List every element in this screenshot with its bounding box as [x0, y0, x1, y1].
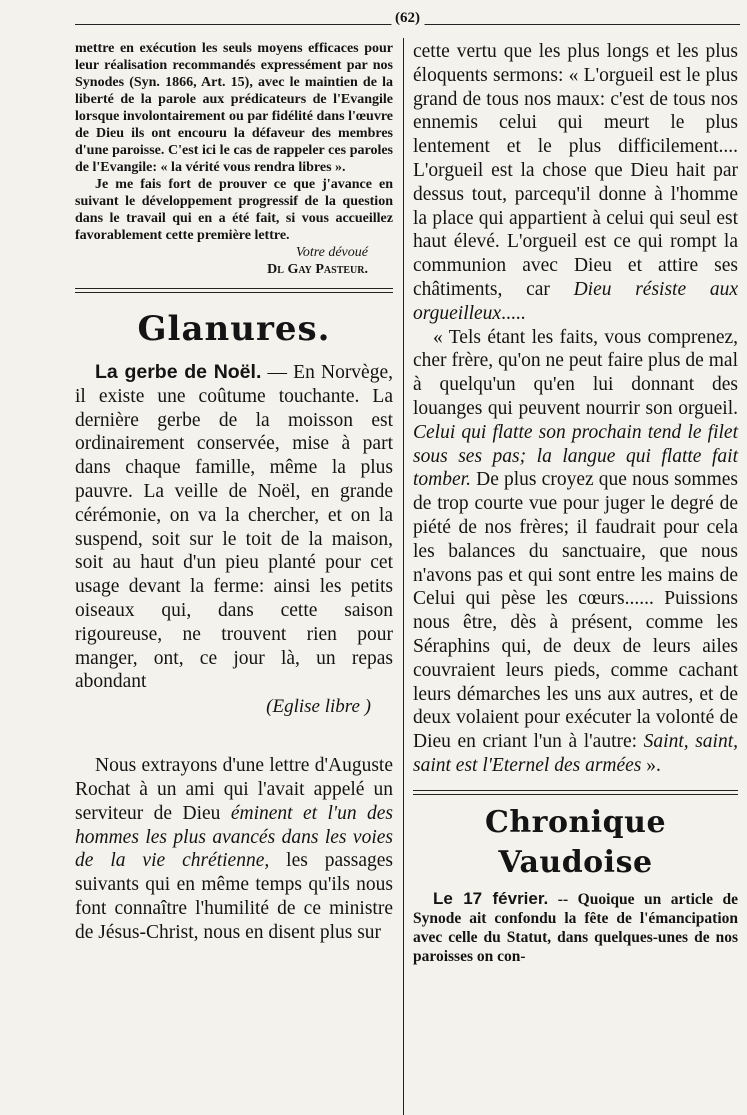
- chronique-paragraph: [413, 889, 738, 966]
- spacer: [75, 720, 393, 754]
- chronique-text: -- Quoique un article de Synode ait confondu la fête de l'émancipation avec celle du Statut, dans quelques-unes de nos paroisses on con-: [413, 890, 738, 965]
- quote-2-italic: Celui qui flatte son prochain tend le filet sous ses pas; la langue qui flatte fait tomber.: [413, 421, 738, 491]
- quote-1-italic: Dieu résiste aux orgueilleux: [413, 278, 738, 324]
- section-separator-right: [413, 790, 738, 795]
- item-gerbe-de-noel: [75, 361, 393, 694]
- letter-paragraph: mettre en exécution les seuls moyens efficaces pour leur réalisation recommandés expressément par nos Synodes (Syn. 1866, Art. 15), avec le maintien de la liberté de la parole aux prédicateurs de l'Evangile lorsque involontairement ou par fidélité dans l'œuvre de Dieu ils ont encouru la défaveur des membres d'une paroisse. C'est ici le cas de rappeler ces paroles de l'Evangile: « la vérité vous rendra libres ».: [75, 41, 393, 175]
- rochat-italic: éminent et l'un des hommes les plus avancés dans les voies de la vie chrétienne,: [75, 802, 393, 872]
- quote-1-text: cette vertu que les plus longs et les plus éloquents sermons: « L'orgueil est le plus grand de tous nos maux: c'est de tous nos ennemis celui qui meurt le plus lentement et le plus difficilement.... L'orgueil est la chose que Dieu hait par dessus tout, parcequ'il donne à l'homme la place qui appartient à celui qui seul est haut élevé. L'orgueil est ce qui rompt la communion avec Dieu et attire ses châtiments, car: [413, 41, 738, 300]
- section-separator: [75, 288, 393, 293]
- section-title-glanures: Glanures.: [137, 309, 331, 349]
- quote-2-end: ».: [641, 754, 661, 776]
- right-column: [413, 40, 738, 966]
- chronique-date: Le 17 février.: [433, 888, 549, 908]
- quote-paragraph-2: [413, 326, 738, 778]
- signature-name: [75, 261, 393, 278]
- signature-name-text: Dl Gay Pasteur.: [267, 262, 368, 277]
- quote-2-italic-2: Saint, saint, saint est l'Eternel des armées: [413, 731, 739, 776]
- item-text: — En Norvège, il existe une coûtume touchante. La dernière gerbe de la moisson est ordinairement conservée, mise à part dans chaque famille, même la plus pauvre. La veille de Noël, en grande cérémonie, on va la chercher, et on la suspend, soit sur le toit de la maison, soit au haut d'un pieu planté pour cet usage devant la ferme: ainsi les petits oiseaux qui, dans cette saison rigoureuse, ne trouvent rien pour manger, ont, ce jour là, un repas abondant: [75, 362, 393, 693]
- item-source: (Eglise libre ): [266, 696, 371, 718]
- quote-paragraph-1: [413, 40, 738, 326]
- letter-paragraph-2: Je me fais fort de prouver ce que j'avance en suivant le développement progressif de la question dans le travail qui en a été fait, si vous accueillez favorablement cette première lettre.: [75, 177, 393, 243]
- rochat-paragraph: [75, 754, 393, 944]
- rochat-text-2: les passages suivants qui en même temps qu'ils nous font connaître l'humilité de ce ministre de Jésus-Christ, nous en disent plus sur: [75, 850, 393, 943]
- quote-1-end: .....: [501, 302, 526, 324]
- section-title-chronique: Chronique Vaudoise: [484, 804, 667, 880]
- signature-closing: Votre dévoué: [295, 245, 368, 260]
- page-header: [75, 10, 740, 32]
- column-divider: [403, 38, 404, 1115]
- quote-2-text: « Tels étant les faits, vous comprenez, cher frère, qu'on ne peut faire plus de mal à quelqu'un qu'en lui donnant des louanges qui peuvent nourrir son orgueil.: [413, 326, 738, 419]
- rochat-text-1: Nous extrayons d'une lettre d'Auguste Rochat à un ami qui l'avait appelé un serviteur de Dieu: [75, 755, 393, 824]
- page-number: (62): [391, 10, 424, 27]
- quote-2-text-b: De plus croyez que nous sommes de trop courte vue pour juger le degré de piété de nos frères; il faudrait pour cela les balances du sanctuaire, que nous n'avons pas et qui sont entre les mains de Celui qui pèse les cœurs...... Puissions nous être, dès à présent, comme les Séraphins qui, de deux de leurs ailes couvraient leurs pieds, comme cachant leurs démarches les uns aux autres, et de deux volaient pour exécuter la volonté de Dieu en criant l'un à l'autre:: [413, 469, 738, 753]
- item-lead: La gerbe de Noël.: [95, 361, 262, 383]
- left-column: [75, 40, 393, 945]
